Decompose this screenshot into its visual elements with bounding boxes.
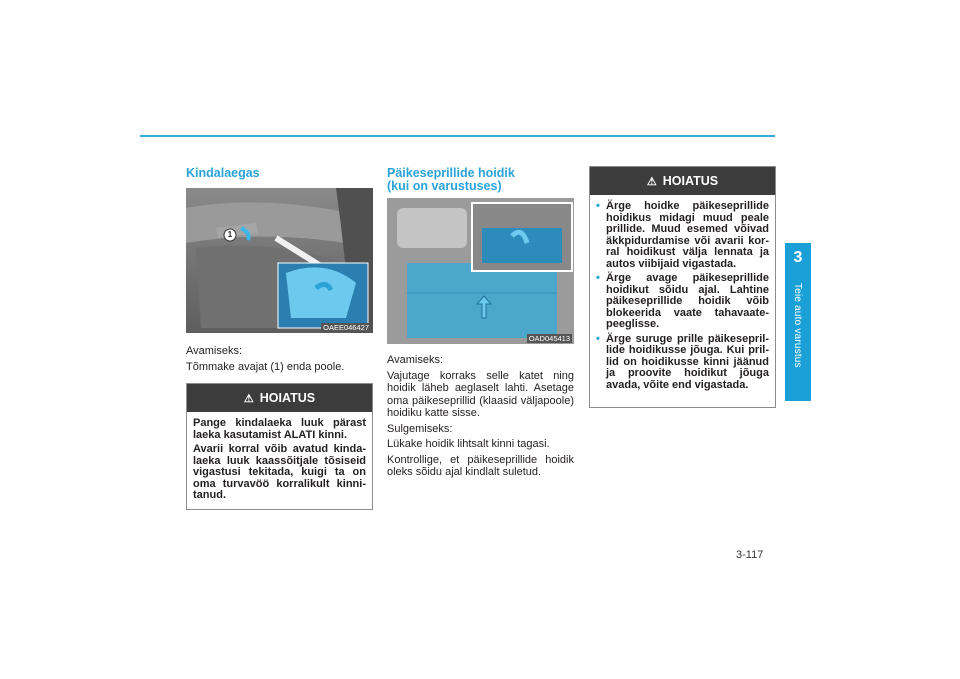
warning-title: HOIATUS (259, 391, 316, 405)
top-rule (140, 135, 775, 137)
warning-bullet: • Ärge avage päikeseprillide hoidikut sõidu ajal. Lahtine päikeseprillide hoidik võib blokeerida vaate tahavaatepeeglisse. (596, 272, 769, 330)
glovebox-text (186, 345, 373, 376)
glovebox-photo (186, 188, 373, 333)
sunglass-paragraph: Vajutage korraks selle katet ning hoidik läheb aeglaselt lahti. Asetage oma päikeseprillid (klaasid väljapoole) hoidiku katte sisse. (387, 369, 574, 419)
sunglass-paragraph: Kontrollige, et päikeseprillide hoidik oleks sõidu ajal kindlalt suletud. (387, 453, 574, 478)
sunglass-section (387, 167, 574, 193)
warning-bullet: • Ärge suruge prille päikeseprillide hoidikusse jõuga. Kui prillid on hoidikusse kinni jäänud ja proovite hoidikut jõuga avada, võite end vigastada. (596, 332, 769, 391)
glovebox-section (186, 167, 373, 180)
page-number: 3-117 (736, 549, 764, 561)
sunglass-warning (589, 166, 776, 408)
sunglass-paragraph: Avamiseks: (387, 354, 444, 366)
warning-paragraph: Pange kindalaeka luuk pärast laeka kasutamist ALATI kinni. (193, 417, 366, 441)
warning-body (187, 412, 372, 509)
warning-header (590, 167, 775, 195)
sunglass-heading-line2: (kui on varustuses) (387, 179, 502, 193)
sunglass-paragraph: Lükake hoidik lihtsalt kinni tagasi. (387, 438, 550, 450)
warning-triangle-icon: ⚠ (243, 392, 254, 405)
warning-paragraph: Avarii korral võib avatud kindalaeka luuk kaassõitjale tõsiseid vigastusi tekitada, kuigi ta on oma turvavöö korralikult kinnitanud. (193, 443, 366, 501)
warning-title: HOIATUS (662, 174, 719, 188)
chapter-title: Teie auto varustus (792, 283, 803, 368)
chapter-tab (785, 243, 811, 401)
warning-bullet: • Ärge hoidke päikeseprillide hoidikus midagi muud peale prillide. Muud esemed võivad äkkpidurdamise või avarii korral hoidikust välja lennata ja autos viibijaid vigastada. (596, 200, 769, 270)
chapter-number: 3 (793, 249, 803, 266)
photo-code: OAEE046427 (323, 323, 369, 332)
photo-code: OAD045413 (528, 334, 570, 343)
glovebox-paragraph: Avamiseks: (186, 345, 243, 357)
sunglass-paragraph: Sulgemiseks: (387, 422, 453, 435)
warning-body (590, 195, 775, 398)
glovebox-illustration (186, 188, 373, 333)
glovebox-heading: Kindalaegas (186, 166, 260, 180)
glovebox-paragraph: Tõmmake avajat (1) enda poole. (186, 360, 345, 373)
sunglass-heading (387, 167, 574, 193)
warning-triangle-icon: ⚠ (646, 175, 657, 188)
sunglass-heading-line1: Päikeseprillide hoidik (387, 166, 515, 180)
sunglass-photo (387, 198, 574, 344)
callout-number: 1 (227, 230, 233, 239)
sunglass-illustration (387, 198, 574, 344)
warning-header (187, 384, 372, 412)
glovebox-warning (186, 383, 373, 510)
warning-list (596, 201, 769, 391)
sunglass-text (387, 354, 574, 482)
